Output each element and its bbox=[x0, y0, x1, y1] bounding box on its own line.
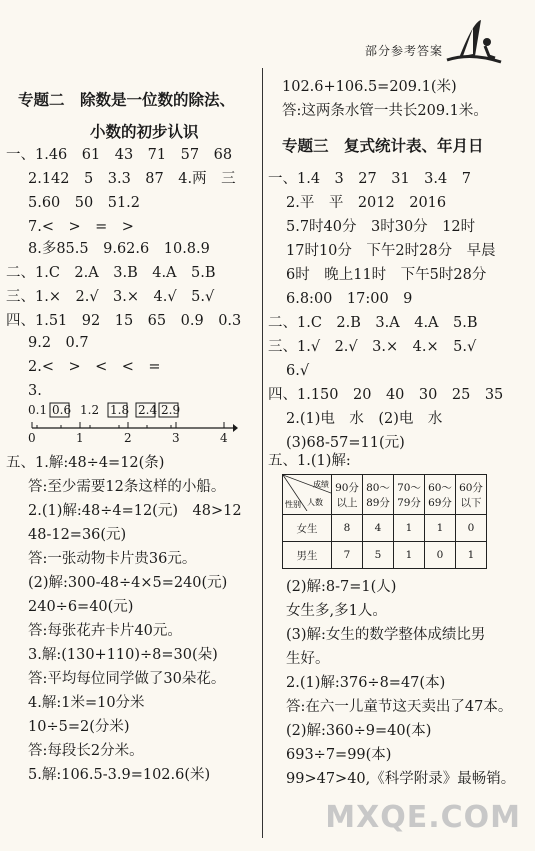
numline-label-top: 1.2 bbox=[80, 403, 100, 417]
left-line: 一、1.46 61 43 71 57 68 bbox=[6, 147, 233, 163]
table-header-row bbox=[283, 475, 487, 515]
column-divider bbox=[262, 68, 263, 838]
right-line: 答:在六一儿童节这天卖出了47本。 bbox=[286, 699, 513, 715]
right-line: (3)解:女生的数学整体成绩比男 bbox=[286, 627, 486, 643]
numline-label-top: 1.8 bbox=[110, 403, 130, 417]
left-line: 答:平均每位同学做了30朵花。 bbox=[28, 671, 226, 687]
left-line: 5.60 50 51.2 bbox=[28, 195, 141, 211]
left-line: 48-12=36(元) bbox=[28, 527, 127, 543]
table-cell: 1 bbox=[456, 542, 487, 569]
table-header: 70～79分 bbox=[394, 475, 425, 515]
right-line: 6.8:00 17:00 9 bbox=[286, 291, 413, 307]
watermark: MXQE.COM bbox=[325, 800, 521, 835]
right-line: 五、1.(1)解: bbox=[268, 453, 351, 469]
right-line: 答:这两条水管一共长209.1米。 bbox=[282, 103, 488, 119]
table-cell: 1 bbox=[425, 515, 456, 542]
windsurfer-logo-icon bbox=[441, 18, 505, 66]
right-line: 生好。 bbox=[286, 651, 330, 667]
right-line: 一、1.4 3 27 31 3.4 7 bbox=[268, 171, 471, 187]
diagonal-header bbox=[283, 475, 331, 511]
number-line bbox=[28, 400, 238, 445]
row-label: 女生 bbox=[283, 515, 332, 542]
numline-label-bottom: 3 bbox=[172, 431, 180, 445]
right-line: 693÷7=99(本) bbox=[286, 747, 392, 763]
right-line: 女生多,多1人。 bbox=[286, 603, 387, 619]
table-cell: 7 bbox=[332, 542, 363, 569]
numline-label-bottom: 4 bbox=[220, 431, 228, 445]
numline-label-top: 0.1 bbox=[28, 403, 48, 417]
left-line: 2.(1)解:48÷4=12(元) 48>12 bbox=[28, 503, 242, 519]
left-line: 8.多85.5 9.62.6 10.8.9 bbox=[28, 241, 210, 257]
right-line: 2.(1)电 水 (2)电 水 bbox=[286, 411, 443, 427]
right-line: 5.7时40分 3时30分 12时 bbox=[286, 219, 476, 235]
table-row bbox=[283, 542, 487, 569]
table-header: 60～69分 bbox=[425, 475, 456, 515]
right-line: 三、1.√ 2.√ 3.× 4.× 5.√ bbox=[268, 339, 477, 355]
table-cell: 1 bbox=[394, 542, 425, 569]
right-line: 2.平 平 2012 2016 bbox=[286, 195, 447, 211]
numline-label-bottom: 1 bbox=[76, 431, 84, 445]
table-cell: 8 bbox=[332, 515, 363, 542]
left-line: 答:至少需要12条这样的小船。 bbox=[28, 479, 226, 495]
left-line: 二、1.C 2.A 3.B 4.A 5.B bbox=[6, 265, 216, 281]
right-line: 99>47>40,《科学附录》最畅销。 bbox=[286, 771, 516, 787]
table-header: 90分以上 bbox=[332, 475, 363, 515]
left-line: 五、1.解:48÷4=12(条) bbox=[6, 455, 165, 471]
left-line: 5.解:106.5-3.9=102.6(米) bbox=[28, 767, 211, 783]
numline-label-top: 2.4 bbox=[138, 403, 158, 417]
left-line: 答:一张动物卡片贵36元。 bbox=[28, 551, 197, 567]
stats-table bbox=[282, 474, 487, 569]
corner-label-bottom: 性别 bbox=[285, 500, 301, 509]
table-header: 80～89分 bbox=[363, 475, 394, 515]
table-row bbox=[283, 515, 487, 542]
row-label: 男生 bbox=[283, 542, 332, 569]
left-line: 10÷5=2(分米) bbox=[28, 719, 130, 735]
right-line: 17时10分 下午2时28分 早晨 bbox=[286, 243, 496, 259]
left-line: 答:每张花卉卡片40元。 bbox=[28, 623, 182, 639]
section-title-2b: 小数的初步认识 bbox=[90, 123, 199, 141]
right-line: 二、1.C 2.B 3.A 4.A 5.B bbox=[268, 315, 478, 331]
page-header: 部分参考答案 bbox=[364, 44, 443, 58]
section-title-3: 专题三 复式统计表、年月日 bbox=[282, 137, 484, 155]
left-line: 2.< > < < = bbox=[28, 359, 161, 375]
corner-label-mid: 人数 bbox=[307, 498, 323, 507]
table-header: 60分以下 bbox=[456, 475, 487, 515]
numline-label-top: 2.9 bbox=[161, 403, 181, 417]
left-line: 7.< > = > bbox=[28, 219, 134, 235]
right-line: 四、1.150 20 40 30 25 35 bbox=[268, 387, 504, 403]
numline-label-top: 0.6 bbox=[52, 403, 72, 417]
left-line: 3.解:(130+110)÷8=30(朵) bbox=[28, 647, 218, 663]
left-line: 9.2 0.7 bbox=[28, 335, 89, 351]
numline-label-bottom: 0 bbox=[28, 431, 36, 445]
number-line-ticks bbox=[32, 422, 224, 428]
right-line: (2)解:8-7=1(人) bbox=[286, 579, 397, 595]
left-line: 4.解:1米=10分米 bbox=[28, 695, 145, 711]
right-line: 102.6+106.5=209.1(米) bbox=[282, 79, 457, 95]
table-cell: 5 bbox=[363, 542, 394, 569]
table-corner-cell bbox=[283, 475, 332, 515]
right-line: 2.(1)解:376÷8=47(本) bbox=[286, 675, 446, 691]
right-line: 6时 晚上11时 下午5时28分 bbox=[286, 267, 487, 283]
left-line: 答:每段长2分米。 bbox=[28, 743, 144, 759]
left-line: 240÷6=40(元) bbox=[28, 599, 134, 615]
table-cell: 0 bbox=[425, 542, 456, 569]
section-title-2a: 专题二 除数是一位数的除法、 bbox=[18, 91, 236, 109]
left-line: 四、1.51 92 15 65 0.9 0.3 bbox=[6, 313, 242, 329]
left-line: (2)解:300-48÷4×5=240(元) bbox=[28, 575, 228, 591]
right-line: 6.√ bbox=[286, 363, 310, 379]
left-line: 3. bbox=[28, 383, 42, 399]
left-line: 2.142 5 3.3 87 4.两 三 bbox=[28, 171, 236, 187]
corner-label-top: 成绩 bbox=[313, 480, 329, 489]
table-cell: 1 bbox=[394, 515, 425, 542]
table-cell: 4 bbox=[363, 515, 394, 542]
table-cell: 0 bbox=[456, 515, 487, 542]
right-line: (2)解:360÷9=40(本) bbox=[286, 723, 432, 739]
numline-label-bottom: 2 bbox=[124, 431, 132, 445]
left-line: 三、1.× 2.√ 3.× 4.√ 5.√ bbox=[6, 289, 215, 305]
right-line: (3)68-57=11(元) bbox=[286, 435, 405, 451]
